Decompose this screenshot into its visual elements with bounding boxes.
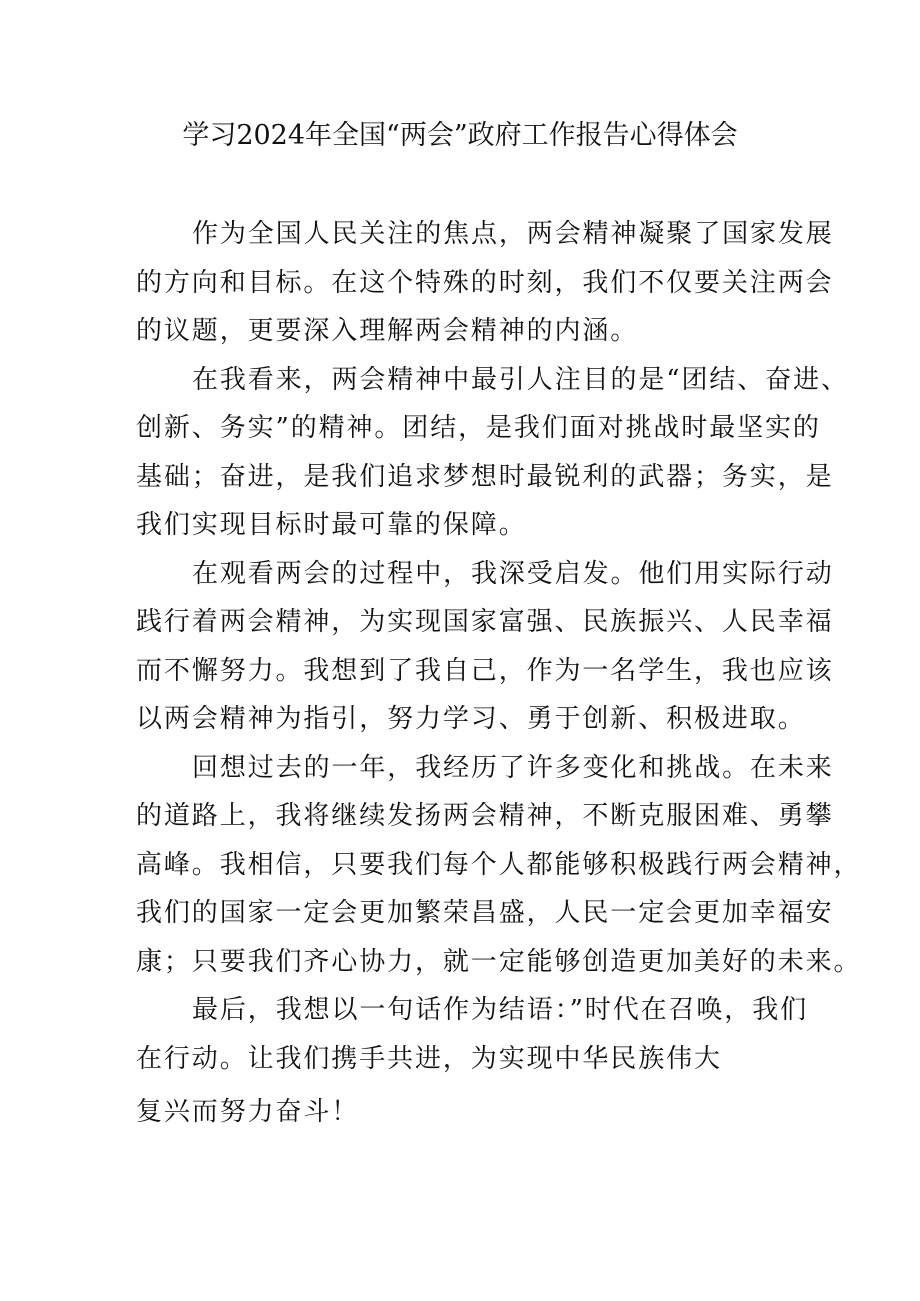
paragraph-line: 最后，我想以一句话作为结语：”时代在召唤，我们 [192,995,808,1025]
paragraph-line: 高峰。我相信，只要我们每个人都能够积极践行两会精神， [136,849,862,880]
paragraph-line: 在行动。让我们携手共进，为实现中华民族伟大 [136,1043,722,1074]
paragraph-2 [136,356,849,550]
paragraph-line: 的议题，更要深入理解两会精神的内涵。 [136,316,639,346]
paragraph-line: 的方向和目标。在这个特殊的时刻，我们不仅要关注两会 [136,267,834,298]
paragraph-line: 康；只要我们齐心协力，就一定能够创造更加美好的未来。 [136,946,862,977]
paragraph-line: 在观看两会的过程中，我深受启发。他们用实际行动 [192,558,834,589]
paragraph-line: 创新、务实”的精神。团结，是我们面对挑战时最坚实的 [136,413,821,443]
paragraph-line: 在我看来，两会精神中最引人注目的是“团结、奋进、 [192,364,849,395]
paragraph-4 [136,744,862,987]
paragraph-line: 回想过去的一年，我经历了许多变化和挑战。在未来 [192,752,834,783]
document-body [136,210,862,1083]
paragraph-line: 我们的国家一定会更加繁荣昌盛，人民一定会更加幸福安 [136,898,834,928]
document-title: 学习2024年全国“两会”政府工作报告心得体会 [182,120,738,151]
paragraph-line: 践行着两会精神，为实现国家富强、民族振兴、人民幸福 [136,607,834,637]
closing-line: 复兴而努力奋斗！ [136,1097,360,1127]
paragraph-1 [136,210,834,356]
paragraph-3 [136,550,834,744]
paragraph-line: 作为全国人民关注的焦点，两会精神凝聚了国家发展 [192,219,834,249]
paragraph-line: 而不懈努力。我想到了我自己，作为一名学生，我也应该 [136,655,834,686]
paragraph-line: 以两会精神为指引，努力学习、勇于创新、积极进取。 [136,704,806,734]
paragraph-5 [136,986,806,1083]
paragraph-line: 我们实现目标时最可靠的保障。 [136,510,527,540]
paragraph-line: 的道路上，我将继续发扬两会精神，不断克服困难、勇攀 [136,801,834,831]
paragraph-line: 基础；奋进，是我们追求梦想时最锐利的武器；务实，是 [136,461,834,492]
